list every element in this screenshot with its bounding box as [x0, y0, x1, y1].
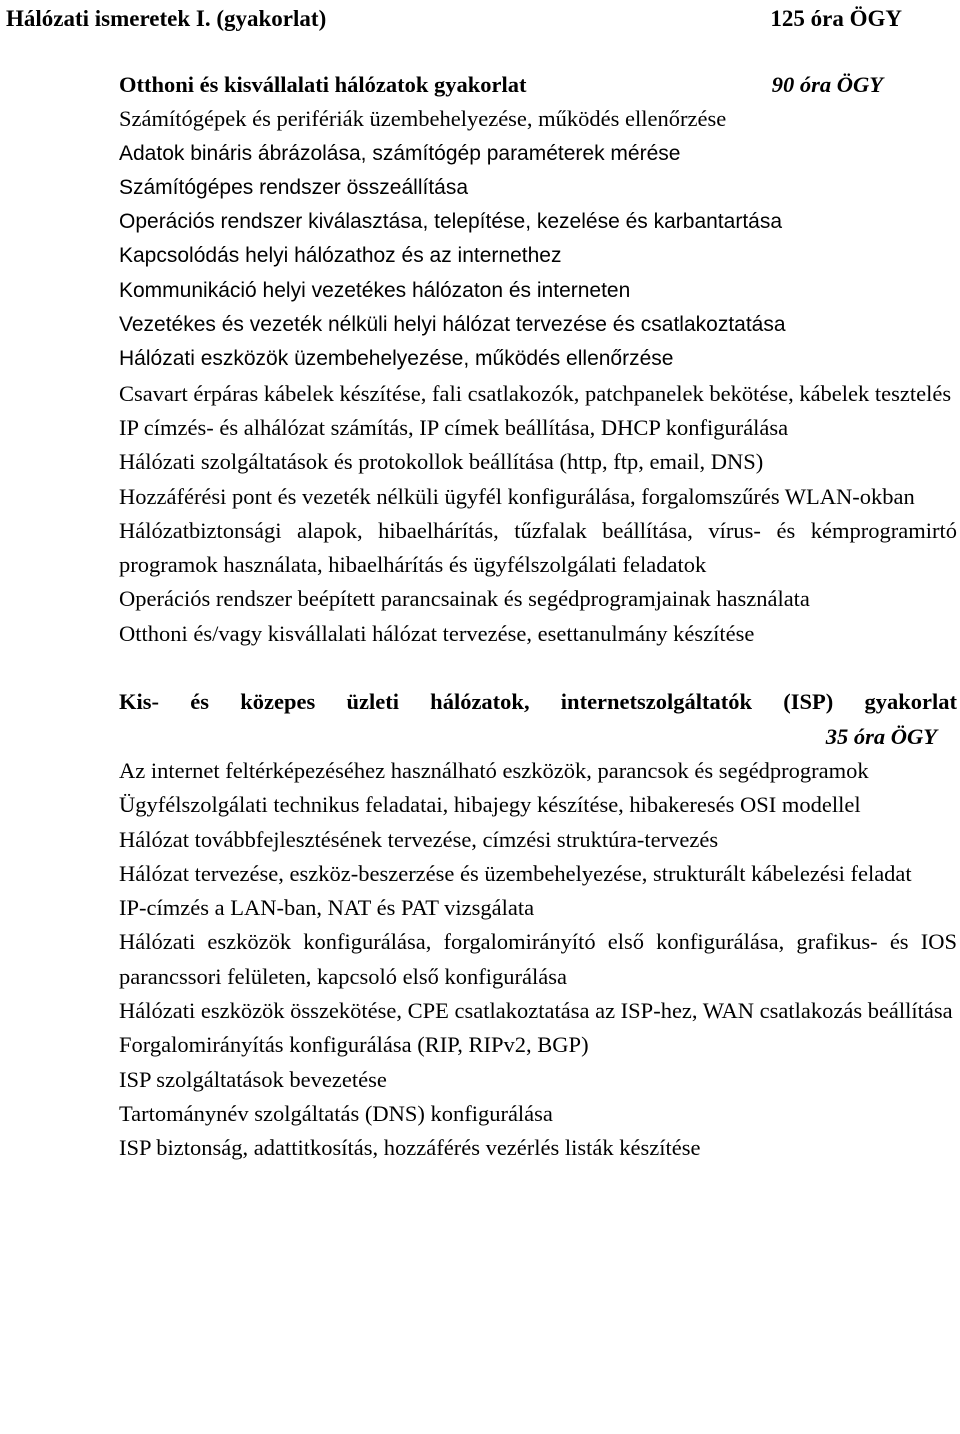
- section-hours: 90 óra ÖGY: [771, 72, 883, 97]
- list-item: Hálózat továbbfejlesztésének tervezése, címzési struktúra-tervezés: [119, 826, 719, 852]
- list-item: Számítógépes rendszer összeállítása: [119, 175, 469, 199]
- document-body: [119, 68, 957, 1166]
- list-item: Kapcsolódás helyi hálózathoz és az internethez: [119, 244, 562, 268]
- list-item: Hálózati eszközök konfigurálása, forgalomirányító első konfigurálása, grafikus- és IOS parancssori felületen, kapcsoló első konfigurálása: [119, 929, 957, 989]
- list-item: Tartománynév szolgáltatás (DNS) konfigurálása: [119, 1100, 553, 1126]
- list-item: Operációs rendszer kiválasztása, telepítése, kezelése és karbantartása: [119, 210, 783, 234]
- list-item: Operációs rendszer beépített parancsainak és segédprogramjainak használata: [119, 586, 810, 612]
- section-spacer: [119, 651, 957, 685]
- list-item: Hálózatbiztonsági alapok, hibaelhárítás, tűzfalak beállítása, vírus- és kémprogramirtó programok használata, hibaelhárítás és ügyfélszolgálati feladatok: [119, 517, 957, 578]
- list-item: IP címzés- és alhálózat számítás, IP címek beállítása, DHCP konfigurálása: [119, 414, 789, 440]
- list-item: Hálózati eszközök összekötése, CPE csatlakoztatása az ISP-hez, WAN csatlakozás beállítása: [119, 998, 953, 1024]
- list-item: Forgalomirányítás konfigurálása (RIP, RIPv2, BGP): [119, 1032, 589, 1058]
- list-item: Hálózati szolgáltatások és protokollok beállítása (http, ftp, email, DNS): [119, 449, 764, 475]
- list-item: ISP biztonság, adattitkosítás, hozzáférés vezérlés listák készítése: [119, 1135, 701, 1161]
- list-item: ISP szolgáltatások bevezetése: [119, 1066, 387, 1092]
- list-item: Kommunikáció helyi vezetékes hálózaton és interneten: [119, 278, 631, 302]
- list-item: Adatok bináris ábrázolása, számítógép paraméterek mérése: [119, 141, 681, 165]
- document-total-hours: 125 óra ÖGY: [770, 6, 902, 31]
- section-title: Otthoni és kisvállalati hálózatok gyakorlat: [119, 72, 527, 97]
- list-item: Számítógépek és perifériák üzembehelyezése, működés ellenőrzése: [119, 106, 727, 132]
- section-heading: [119, 68, 957, 102]
- list-item: IP-címzés a LAN-ban, NAT és PAT vizsgálata: [119, 895, 535, 921]
- document-title: Hálózati ismeretek I. (gyakorlat): [6, 6, 327, 31]
- list-item: Hálózat tervezése, eszköz-beszerzése és üzembehelyezése, strukturált kábelezési feladat: [119, 860, 912, 886]
- section-hours: 35 óra ÖGY: [825, 723, 937, 749]
- list-item: Otthoni és/vagy kisvállalati hálózat tervezése, esettanulmány készítése: [119, 620, 755, 646]
- list-item: Hozzáférési pont és vezeték nélküli ügyfél konfigurálása, forgalomszűrés WLAN-okban: [119, 483, 915, 509]
- list-item: Ügyfélszolgálati technikus feladatai, hibajegy készítése, hibakeresés OSI modellel: [119, 792, 861, 818]
- document-header: [6, 3, 902, 35]
- list-item: Vezetékes és vezeték nélküli helyi hálózat tervezése és csatlakoztatása: [119, 313, 786, 337]
- section-title: Kis- és közepes üzleti hálózatok, internetszolgáltatók (ISP) gyakorlat: [119, 689, 957, 715]
- list-item: Az internet feltérképezéséhez használható eszközök, parancsok és segédprogramok: [119, 757, 869, 783]
- list-item: Hálózati eszközök üzembehelyezése, működés ellenőrzése: [119, 347, 674, 371]
- list-item: Csavart érpáras kábelek készítése, fali csatlakozók, patchpanelek bekötése, kábelek tesztelés: [119, 380, 952, 406]
